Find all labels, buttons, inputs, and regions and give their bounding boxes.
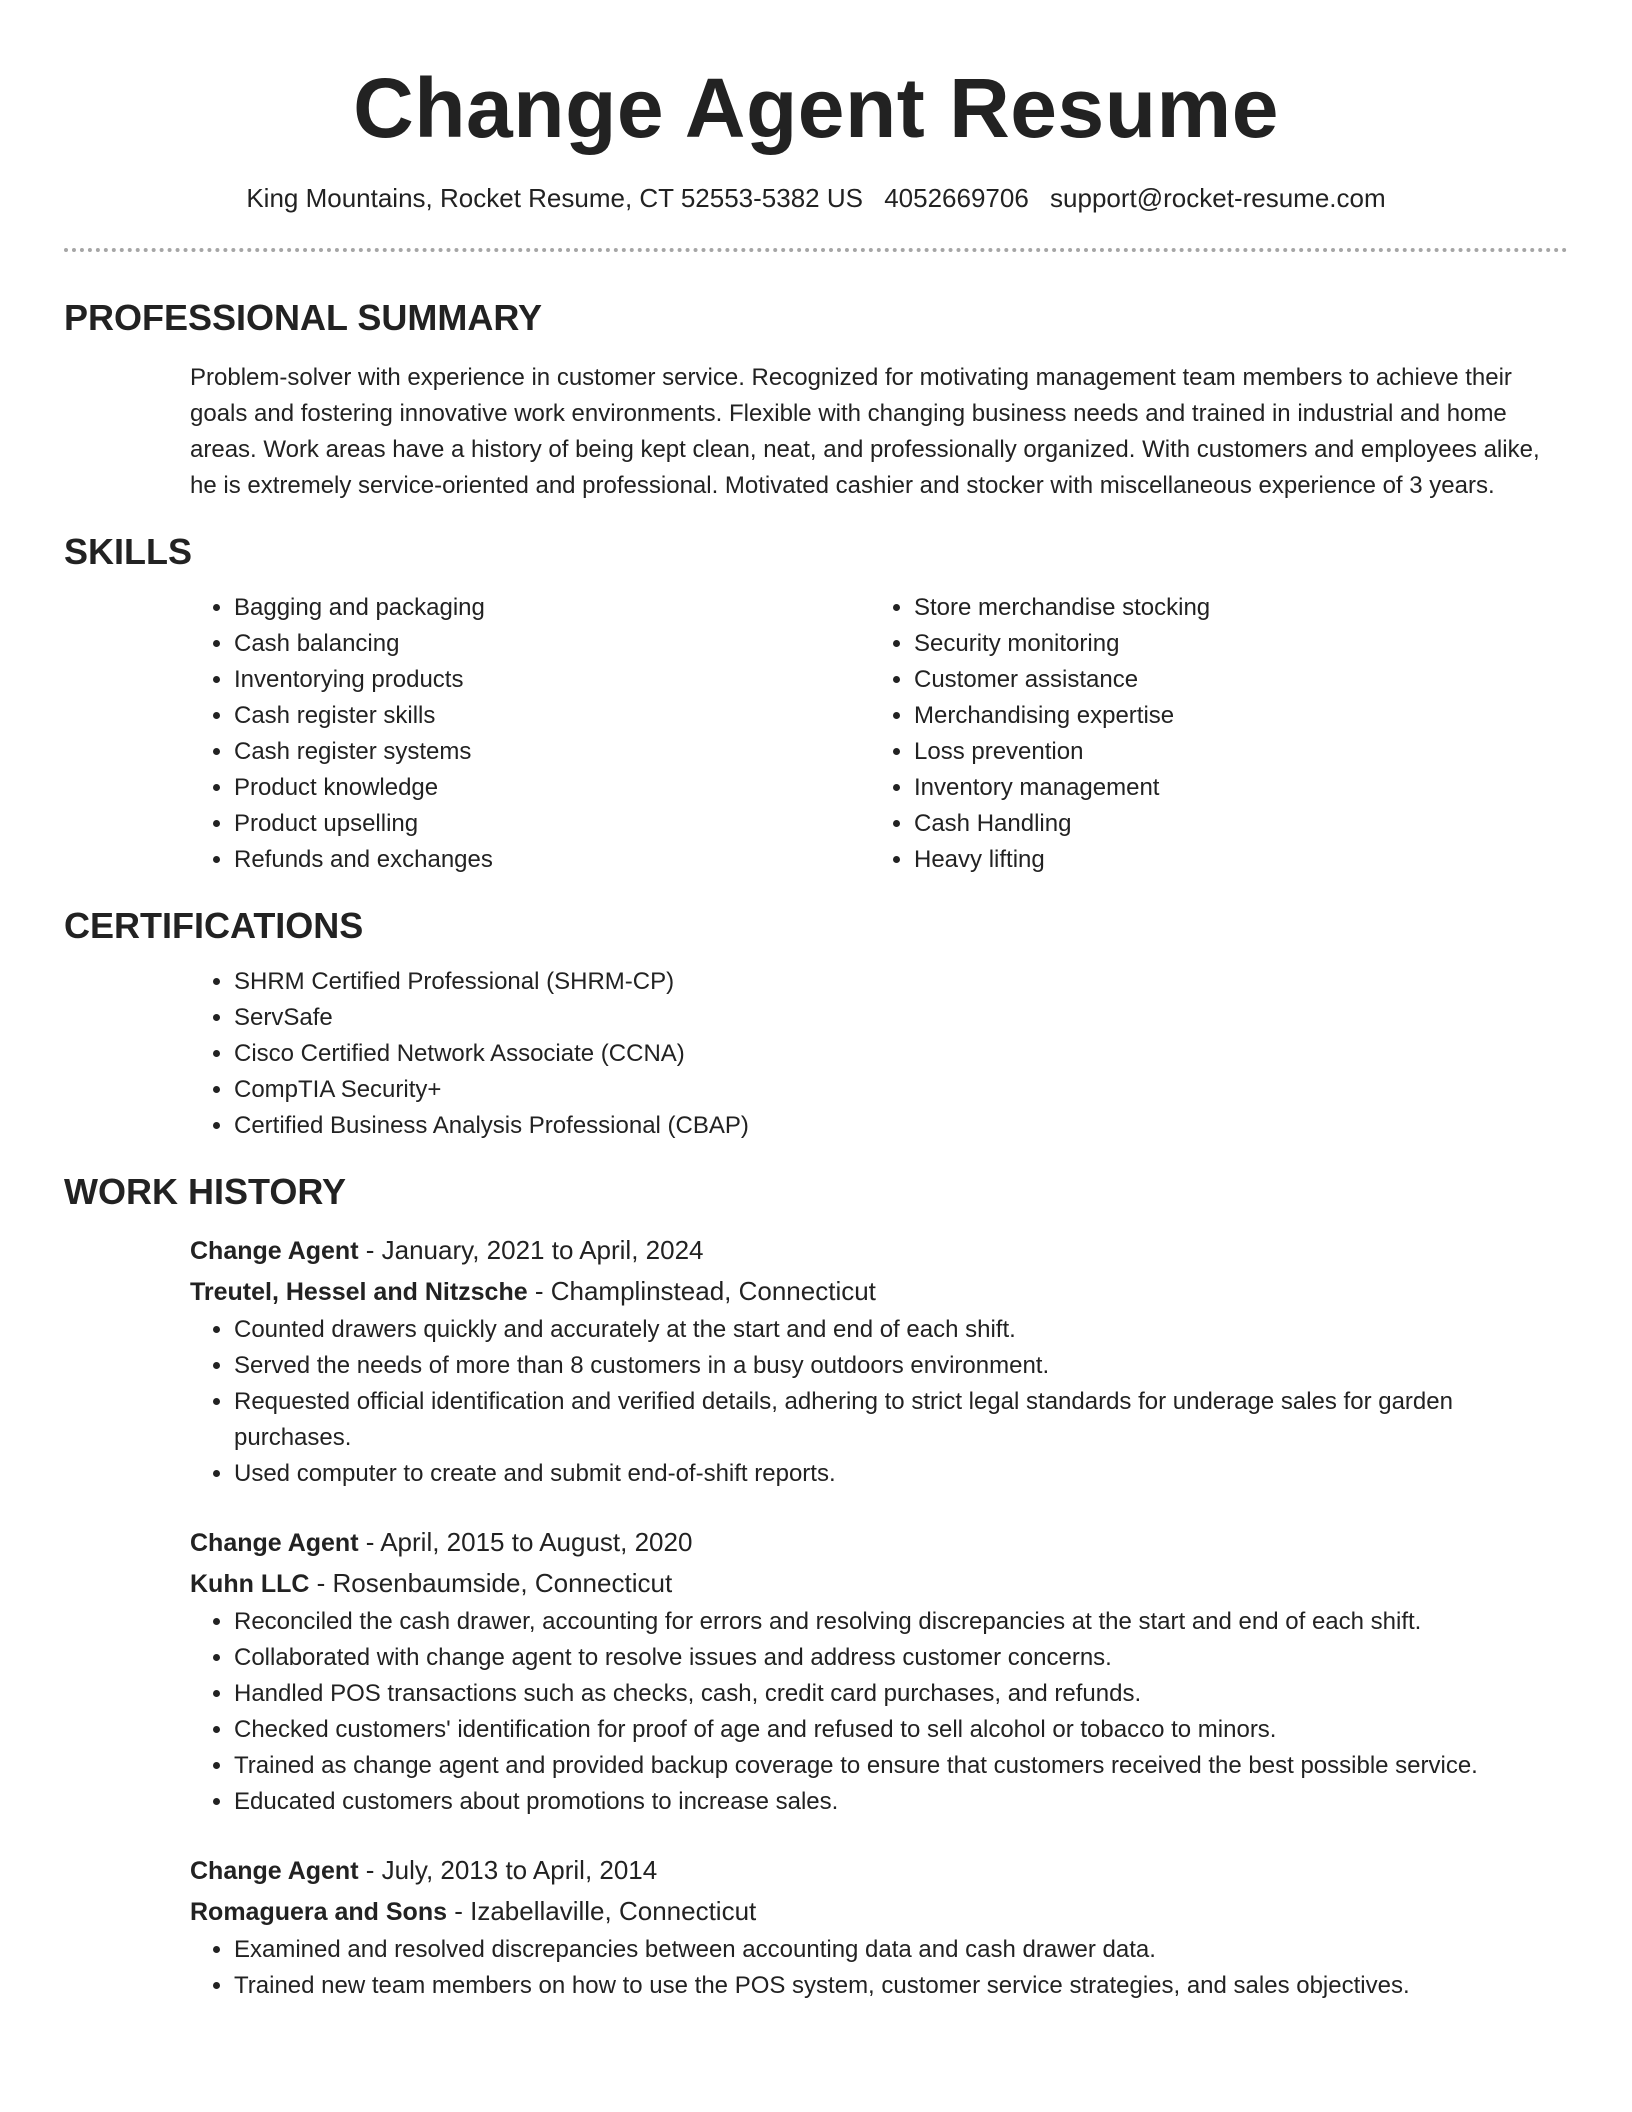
job-role: Change Agent xyxy=(190,1237,359,1265)
phone-text: 4052669706 xyxy=(884,183,1029,213)
work-history-heading: WORK HISTORY xyxy=(64,1171,347,1212)
job-company: Romaguera and Sons xyxy=(190,1898,447,1926)
skills-column-right xyxy=(870,590,1550,878)
certification-item: • Cisco Certified Network Associate (CCNA) xyxy=(234,1036,1568,1072)
certifications-section xyxy=(64,904,1568,1144)
certifications-heading: CERTIFICATIONS xyxy=(64,905,364,946)
certification-item: • CompTIA Security+ xyxy=(234,1072,1568,1108)
job-duties xyxy=(190,1312,1568,1492)
summary-heading: PROFESSIONAL SUMMARY xyxy=(64,297,543,338)
skills-section xyxy=(64,530,1568,878)
job-company-line xyxy=(190,1271,1568,1312)
job-location: - Izabellaville, Connecticut xyxy=(447,1896,757,1926)
job-duty: • Reconciled the cash drawer, accounting for errors and resolving discrepancies at the start and end of each shift. xyxy=(234,1604,1568,1640)
skill-item: • Merchandising expertise xyxy=(914,698,1550,734)
job-duty: • Collaborated with change agent to resolve issues and address customer concerns. xyxy=(234,1640,1568,1676)
job-company: Treutel, Hessel and Nitzsche xyxy=(190,1278,528,1306)
job-duty: • Checked customers' identification for proof of age and refused to sell alcohol or tobacco to minors. xyxy=(234,1712,1568,1748)
certification-item: • Certified Business Analysis Professional (CBAP) xyxy=(234,1108,1568,1144)
skill-item: • Cash register skills xyxy=(234,698,870,734)
certification-item: • SHRM Certified Professional (SHRM-CP) xyxy=(234,964,1568,1000)
job-company-line xyxy=(190,1891,1568,1932)
job-duties xyxy=(190,1604,1568,1820)
skills-heading: SKILLS xyxy=(64,531,193,572)
job-dates: - January, 2021 to April, 2024 xyxy=(358,1235,704,1265)
job-entry xyxy=(190,1850,1568,2004)
skill-item: • Loss prevention xyxy=(914,734,1550,770)
job-title-line xyxy=(190,1230,1568,1271)
skill-item: • Product knowledge xyxy=(234,770,870,806)
job-title-line xyxy=(190,1522,1568,1563)
skill-item: • Store merchandise stocking xyxy=(914,590,1550,626)
job-role: Change Agent xyxy=(190,1529,359,1557)
skill-item: • Heavy lifting xyxy=(914,842,1550,878)
job-role: Change Agent xyxy=(190,1857,359,1885)
job-company-line xyxy=(190,1563,1568,1604)
skill-item: • Cash balancing xyxy=(234,626,870,662)
skill-item: • Inventorying products xyxy=(234,662,870,698)
job-entry xyxy=(190,1230,1568,1492)
skill-item: • Bagging and packaging xyxy=(234,590,870,626)
job-location: - Champlinstead, Connecticut xyxy=(527,1276,876,1306)
skill-item: • Security monitoring xyxy=(914,626,1550,662)
summary-text: Problem-solver with experience in customer service. Recognized for motivating management team members to achieve their goals and fostering innovative work environments. Flexible with changing business needs and trained in industrial and home areas. Work areas have a history of being kept clean, neat, and professionally organized. With customers and employees alike, he is extremely service-oriented and professional. Motivated cashier and stocker with miscellaneous experience of 3 years. xyxy=(190,364,1540,499)
job-duty: • Served the needs of more than 8 customers in a busy outdoors environment. xyxy=(234,1348,1568,1384)
skills-column-left xyxy=(190,590,870,878)
job-duty: • Trained new team members on how to use the POS system, customer service strategies, and sales objectives. xyxy=(234,1968,1568,2004)
work-history-list xyxy=(190,1230,1568,2004)
skill-item: • Inventory management xyxy=(914,770,1550,806)
job-duty: • Examined and resolved discrepancies between accounting data and cash drawer data. xyxy=(234,1932,1568,1968)
job-duty: • Used computer to create and submit end-of-shift reports. xyxy=(234,1456,1568,1492)
job-location: - Rosenbaumside, Connecticut xyxy=(309,1568,673,1598)
job-duty: • Handled POS transactions such as checks, cash, credit card purchases, and refunds. xyxy=(234,1676,1568,1712)
skill-item: • Customer assistance xyxy=(914,662,1550,698)
skills-grid xyxy=(190,590,1568,878)
job-entry xyxy=(190,1522,1568,1820)
certification-item: • ServSafe xyxy=(234,1000,1568,1036)
skill-item: • Cash Handling xyxy=(914,806,1550,842)
certifications-list xyxy=(190,964,1568,1144)
job-duty: • Trained as change agent and provided backup coverage to ensure that customers received the best possible service. xyxy=(234,1748,1568,1784)
job-duties xyxy=(190,1932,1568,2004)
skill-item: • Product upselling xyxy=(234,806,870,842)
job-title-line xyxy=(190,1850,1568,1891)
job-dates: - April, 2015 to August, 2020 xyxy=(358,1527,693,1557)
job-duty: • Requested official identification and verified details, adhering to strict legal standards for underage sales for garden purchases. xyxy=(234,1384,1568,1456)
skill-item: • Cash register systems xyxy=(234,734,870,770)
contact-line xyxy=(64,180,1568,216)
resume-title: Change Agent Resume xyxy=(353,61,1279,155)
job-dates: - July, 2013 to April, 2014 xyxy=(358,1855,658,1885)
job-duty: • Counted drawers quickly and accurately at the start and end of each shift. xyxy=(234,1312,1568,1348)
email-text: support@rocket-resume.com xyxy=(1050,183,1386,213)
address-text: King Mountains, Rocket Resume, CT 52553-5382 US xyxy=(246,183,863,213)
work-history-section xyxy=(64,1170,1568,2004)
summary-section xyxy=(64,296,1568,504)
job-company: Kuhn LLC xyxy=(190,1570,310,1598)
skill-item: • Refunds and exchanges xyxy=(234,842,870,878)
job-duty: • Educated customers about promotions to increase sales. xyxy=(234,1784,1568,1820)
header-divider xyxy=(64,248,1568,252)
